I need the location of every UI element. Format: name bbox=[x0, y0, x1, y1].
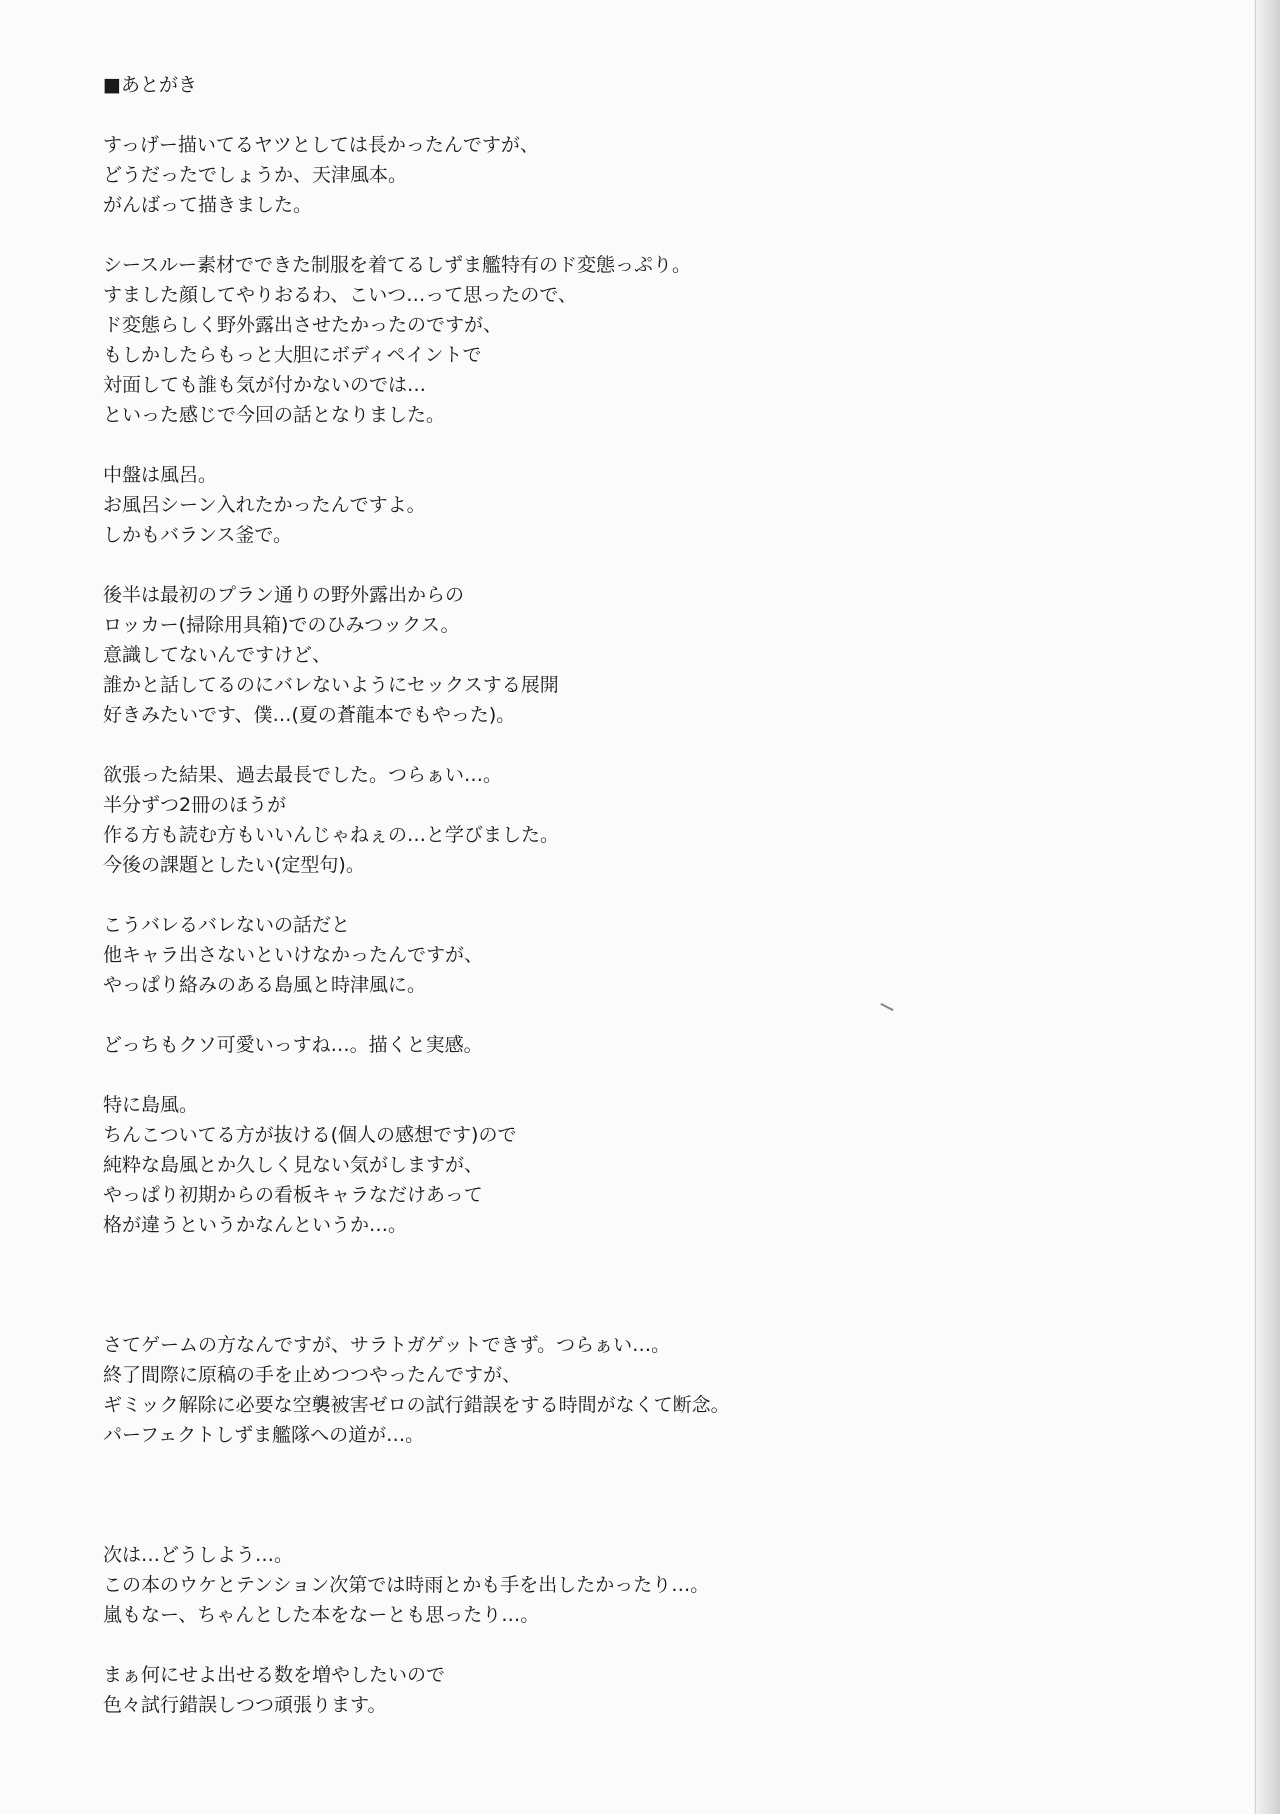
paragraph bbox=[103, 580, 1223, 730]
text-line: 嵐もなー、ちゃんとした本をなーとも思ったり…。 bbox=[103, 1604, 540, 1626]
text-line: がんばって描きました。 bbox=[103, 194, 313, 216]
text-line: 他キャラ出さないといけなかったんですが、 bbox=[103, 944, 484, 966]
text-line: やっぱり絡みのある島風と時津風に。 bbox=[103, 974, 427, 996]
text-line: 格が違うというかなんというか…。 bbox=[103, 1214, 408, 1236]
text-line: すました顔してやりおるわ、こいつ…って思ったので、 bbox=[103, 284, 577, 306]
text-line: といった感じで今回の話となりました。 bbox=[103, 404, 446, 426]
text-line: 次は…どうしよう…。 bbox=[103, 1544, 294, 1566]
text-line: シースルー素材でできた制服を着てるしずま艦特有のド変態っぷり。 bbox=[103, 254, 692, 276]
text-line: 対面しても誰も気が付かないのでは… bbox=[103, 374, 427, 396]
text-line: 誰かと話してるのにバレないようにセックスする展開 bbox=[103, 674, 559, 696]
text-line: 好きみたいです、僕…(夏の蒼龍本でもやった)。 bbox=[103, 704, 516, 726]
text-line: ギミック解除に必要な空襲被害ゼロの試行錯誤をする時間がなくて断念。 bbox=[103, 1394, 730, 1416]
text-line: やっぱり初期からの看板キャラなだけあって bbox=[103, 1184, 483, 1206]
text-line: ちんこついてる方が抜ける(個人の感想です)ので bbox=[103, 1124, 517, 1146]
paragraph bbox=[103, 1540, 1223, 1630]
text-line: 後半は最初のプラン通りの野外露出からの bbox=[103, 584, 465, 606]
paragraph bbox=[103, 1330, 1223, 1450]
paragraph bbox=[103, 760, 1223, 880]
text-line: 意識してないんですけど、 bbox=[103, 644, 332, 666]
text-line: しかもバランス釜で。 bbox=[103, 524, 293, 546]
text-line: ド変態らしく野外露出させたかったのですが、 bbox=[103, 314, 503, 336]
paragraph bbox=[103, 130, 1223, 220]
paragraph bbox=[103, 910, 1223, 1000]
text-line: どうだったでしょうか、天津風本。 bbox=[103, 164, 408, 186]
text-line: どっちもクソ可愛いっすね…。描くと実感。 bbox=[103, 1034, 483, 1056]
text-line: すっげー描いてるヤツとしては長かったんですが、 bbox=[103, 134, 539, 156]
text-line: この本のウケとテンション次第では時雨とかも手を出したかったり…。 bbox=[103, 1574, 710, 1596]
paragraph bbox=[103, 1660, 1223, 1720]
text-line: 色々試行錯誤しつつ頑張ります。 bbox=[103, 1694, 387, 1716]
paragraph bbox=[103, 460, 1223, 550]
text-line: まぁ何にせよ出せる数を増やしたいので bbox=[103, 1664, 446, 1686]
paragraph bbox=[103, 1030, 1223, 1060]
text-line: 作る方も読む方もいいんじゃねぇの…と学びました。 bbox=[103, 824, 560, 846]
paragraph bbox=[103, 250, 1223, 430]
text-line: 中盤は風呂。 bbox=[103, 464, 218, 486]
text-line: 純粋な島風とか久しく見ない気がしますが、 bbox=[103, 1154, 484, 1176]
text-line: 欲張った結果、過去最長でした。つらぁい…。 bbox=[103, 764, 503, 786]
afterword-heading: ■あとがき bbox=[103, 74, 197, 96]
paragraph bbox=[103, 1090, 1223, 1240]
text-line: 半分ずつ2冊のほうが bbox=[103, 794, 287, 816]
text-line: ロッカー(掃除用具箱)でのひみつックス。 bbox=[103, 614, 460, 636]
text-line: 終了間際に原稿の手を止めつつやったんですが、 bbox=[103, 1364, 522, 1386]
text-line: もしかしたらもっと大胆にボディペイントで bbox=[103, 344, 482, 366]
page-edge-shadow bbox=[1254, 0, 1280, 1814]
text-line: お風呂シーン入れたかったんですよ。 bbox=[103, 494, 426, 516]
text-line: さてゲームの方なんですが、サラトガゲットできず。つらぁい…。 bbox=[103, 1334, 671, 1356]
text-line: 特に島風。 bbox=[103, 1094, 199, 1116]
text-line: こうバレるバレないの話だと bbox=[103, 914, 351, 936]
afterword-body bbox=[103, 130, 1223, 1720]
text-line: 今後の課題としたい(定型句)。 bbox=[103, 854, 365, 876]
afterword bbox=[103, 70, 1223, 1750]
page-edge-line bbox=[1255, 0, 1256, 1814]
text-line: パーフェクトしずま艦隊への道が…。 bbox=[103, 1424, 425, 1446]
